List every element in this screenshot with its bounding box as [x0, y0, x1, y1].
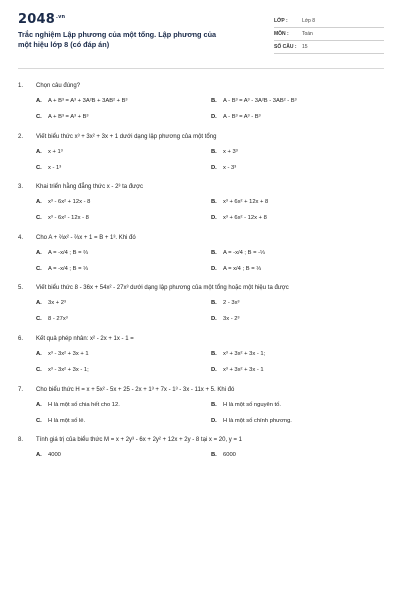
- question-text: Kết quả phép nhân: x² - 2x + 1x - 1 =: [36, 335, 134, 342]
- options: [18, 143, 384, 175]
- options: [18, 396, 384, 428]
- option-d[interactable]: D. A - B³ = A³ - B³: [211, 114, 261, 120]
- question-item: [18, 80, 384, 124]
- option-a[interactable]: A. A + B³ = A³ + 3A²B + 3AB² + B³: [36, 98, 128, 104]
- question-text: Cho A + ⅔x² - ⅔x + 1 = B + 1³. Khi đó: [36, 234, 136, 241]
- option-text: 3x + 2³: [48, 300, 66, 307]
- question-number: 2.: [18, 133, 24, 140]
- option-text: A = -x/4 ; B = ⅓: [48, 265, 88, 272]
- option-d[interactable]: D. x³ + 3x² + 3x - 1: [211, 366, 264, 373]
- option-b[interactable]: B. A - B³ = A³ - 3A²B - 3AB² - B³: [211, 98, 297, 104]
- question-stem: [18, 384, 384, 396]
- header: [18, 12, 384, 60]
- question-text: Tính giá trị của biểu thức M = x + 2y³ - 6x + 2y² + 12x + 2y - 8 tại x = 20, y = 1: [36, 437, 242, 444]
- question-text: Chọn câu đúng?: [36, 83, 81, 89]
- option-d[interactable]: D. 3x - 2³: [211, 316, 240, 323]
- option-a[interactable]: A. H là một số chia hết cho 12.: [36, 401, 120, 408]
- option-text: x³ - 3x² + 3x - 1;: [48, 366, 89, 373]
- option-text: x³ - 6x² + 12x - 8: [48, 199, 91, 206]
- option-c[interactable]: C. A = -x/4 ; B = ⅓: [36, 265, 88, 272]
- question-stem: [18, 282, 384, 294]
- option-d[interactable]: D. H là một số chính phương.: [211, 417, 292, 424]
- option-text: A + B³ = A³ + B³: [48, 114, 89, 120]
- option-text: x³ - 6x² - 12x - 8: [48, 215, 89, 222]
- options: [18, 446, 384, 478]
- option-text: 2 - 3x³: [223, 300, 240, 307]
- question-number: 3.: [18, 184, 24, 191]
- option-text: A = -x/4 ; B = ⅔: [48, 249, 88, 256]
- option-text: 6000: [223, 452, 236, 459]
- option-b[interactable]: B. x + 3³: [211, 148, 238, 155]
- option-b[interactable]: B. H là một số nguyên tố.: [211, 401, 282, 408]
- option-text: x³ + 6x² + 12x + 8: [223, 199, 269, 206]
- page-title: Trắc nghiệm Lập phương của một tổng. Lập phương của một hiệu lớp 8 (có đáp án): [18, 30, 217, 49]
- option-d[interactable]: D. x³ + 6x² - 12x + 8: [211, 215, 267, 222]
- option-c[interactable]: C. A + B³ = A³ + B³: [36, 114, 89, 120]
- option-text: x + 1³: [48, 148, 63, 155]
- option-text: H là một số nguyên tố.: [223, 401, 282, 408]
- meta-row-subject: [274, 28, 384, 41]
- logo-text: 2048: [18, 12, 55, 27]
- option-c[interactable]: C. H là một số lẻ.: [36, 417, 86, 424]
- question-item: [18, 384, 384, 428]
- option-b[interactable]: B. x³ + 6x² + 12x + 8: [211, 199, 269, 206]
- meta-value: Toán: [302, 31, 313, 37]
- meta-key: LỚP :: [274, 18, 288, 24]
- meta-key: MÔN :: [274, 31, 289, 37]
- option-text: x³ + 3x² + 3x - 1;: [223, 350, 266, 357]
- option-a[interactable]: A. A = -x/4 ; B = ⅔: [36, 249, 88, 256]
- option-text: 4000: [48, 452, 61, 459]
- question-stem: [18, 232, 384, 244]
- meta-value: 15: [302, 44, 308, 50]
- question-item: [18, 333, 384, 377]
- option-b[interactable]: B. A = -x/4 ; B = -⅓: [211, 249, 265, 256]
- option-text: x - 3³: [223, 164, 237, 171]
- option-text: A - B³ = A³ - 3A²B - 3AB² - B³: [223, 98, 297, 104]
- options: [18, 345, 384, 377]
- option-text: H là một số chính phương.: [223, 417, 292, 424]
- option-c[interactable]: C. x³ - 6x² - 12x - 8: [36, 215, 89, 222]
- option-text: H là một số lẻ.: [48, 417, 86, 424]
- option-text: x - 1³: [48, 164, 62, 171]
- question-number: 5.: [18, 285, 24, 292]
- option-a[interactable]: A. x³ - 6x² + 12x - 8: [36, 199, 91, 206]
- question-number: 7.: [18, 386, 24, 393]
- question-text: Viết biểu thức x³ + 3x² + 3x + 1 dưới dạng lập phương của một tổng: [36, 133, 217, 140]
- question-number: 4.: [18, 234, 24, 241]
- meta-key: SỐ CÂU :: [274, 44, 297, 50]
- meta-info: [274, 15, 384, 54]
- question-stem: [18, 80, 384, 92]
- header-divider: [18, 68, 384, 69]
- option-text: x³ - 3x² + 3x + 1: [48, 350, 89, 357]
- option-c[interactable]: C. x³ - 3x² + 3x - 1;: [36, 366, 89, 373]
- question-item: [18, 434, 384, 478]
- question-item: [18, 131, 384, 175]
- option-text: A + B³ = A³ + 3A²B + 3AB² + B³: [48, 98, 128, 104]
- question-text: Viết biểu thức 8 - 36x + 54x² - 27x³ dưới dạng lập phương của một tổng hoặc một hiệu ta được: [36, 285, 289, 292]
- meta-row-class: [274, 15, 384, 28]
- option-a[interactable]: A. 4000: [36, 452, 61, 459]
- question-stem: [18, 333, 384, 345]
- options: [18, 294, 384, 326]
- option-d[interactable]: D. x - 3³: [211, 164, 237, 171]
- meta-value: Lớp 8: [302, 18, 316, 24]
- options: [18, 92, 384, 124]
- question-item: [18, 181, 384, 225]
- logo-suffix: .vn: [55, 13, 66, 20]
- option-text: x³ + 6x² - 12x + 8: [223, 215, 267, 222]
- question-stem: [18, 131, 384, 143]
- option-text: A - B³ = A³ - B³: [223, 114, 261, 120]
- option-b[interactable]: B. 2 - 3x³: [211, 300, 240, 307]
- question-stem: [18, 181, 384, 193]
- option-c[interactable]: C. x - 1³: [36, 164, 62, 171]
- question-list: [18, 80, 384, 485]
- question-number: 6.: [18, 335, 24, 342]
- option-text: A = -x/4 ; B = -⅓: [223, 249, 265, 256]
- option-text: 3x - 2³: [223, 316, 240, 323]
- option-c[interactable]: C. 8 - 27x³: [36, 316, 68, 323]
- question-number: 1.: [18, 83, 24, 89]
- options: [18, 244, 384, 276]
- option-a[interactable]: A. x³ - 3x² + 3x + 1: [36, 350, 89, 357]
- option-text: 8 - 27x³: [48, 316, 68, 323]
- meta-row-count: [274, 41, 384, 54]
- option-text: H là một số chia hết cho 12.: [48, 401, 120, 408]
- question-text: Cho biểu thức H = x + 5x² - 5x + 25 - 2x + 1³ + 7x - 1³ - 3x - 11x + 5. Khi đó: [36, 386, 235, 393]
- option-a[interactable]: A. 3x + 2³: [36, 300, 66, 307]
- option-b[interactable]: B. 6000: [211, 452, 236, 459]
- option-b[interactable]: B. x³ + 3x² + 3x - 1;: [211, 350, 266, 357]
- question-number: 8.: [18, 437, 24, 444]
- option-a[interactable]: A. x + 1³: [36, 148, 63, 155]
- question-stem: [18, 434, 384, 446]
- question-text: Khai triển hằng đẳng thức x - 2³ ta được: [36, 184, 144, 191]
- option-text: x + 3³: [223, 148, 238, 155]
- site-logo[interactable]: [18, 12, 65, 27]
- question-item: [18, 282, 384, 326]
- option-d[interactable]: D. A = x/4 ; B = ⅓: [211, 265, 262, 272]
- option-text: A = x/4 ; B = ⅓: [223, 265, 262, 272]
- question-item: [18, 232, 384, 276]
- option-text: x³ + 3x² + 3x - 1: [223, 366, 264, 373]
- options: [18, 193, 384, 225]
